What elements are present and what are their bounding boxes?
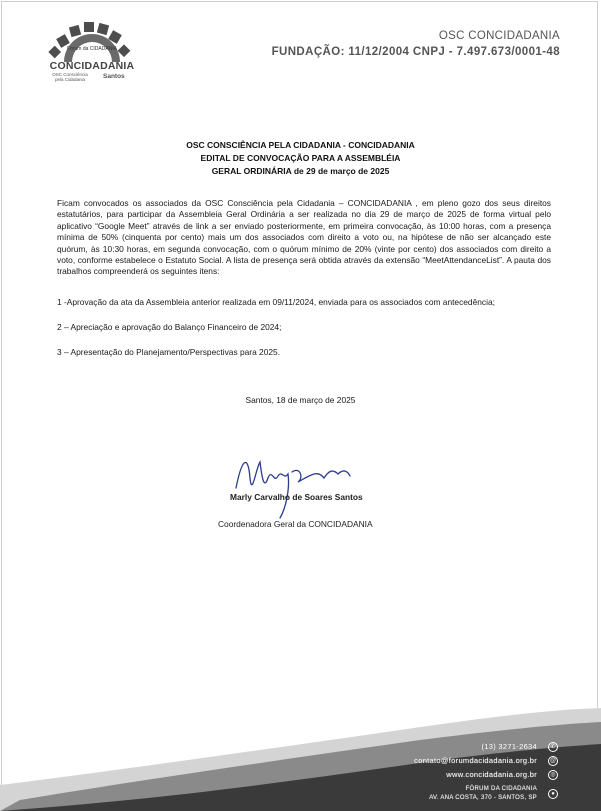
email-icon: @ — [549, 758, 557, 764]
logo-city: Santos — [103, 73, 125, 80]
org-name: OSC CONCIDADANIA — [438, 30, 560, 42]
footer-address-1: FÓRUM DA CIDADANIA — [465, 786, 537, 792]
title-line-1: OSC CONSCIÊNCIA PELA CIDADANIA - CONCIDADANIA — [186, 140, 415, 150]
title-line-3: GERAL ORDINÁRIA de 29 de março de 2025 — [211, 166, 390, 176]
handwritten-signature — [228, 448, 358, 520]
globe-icon: ◎ — [548, 770, 558, 780]
title-line-2: EDITAL DE CONVOCAÇÃO PARA A ASSEMBLÉIA — [200, 153, 401, 163]
svg-text:Fórum da CIDADANIA: Fórum da CIDADANIA — [66, 46, 118, 52]
footer-phone: (13) 3271-2634 — [481, 742, 537, 751]
agenda-item-1: 1 -Aprovação da ata da Assembleia anterior realizada em 09/11/2024, enviada para os associados com antecedência; — [57, 297, 495, 307]
logo-name: CONCIDADANIA — [49, 60, 135, 72]
phone-icon: ✆ — [548, 742, 558, 752]
location-icon: ● — [548, 789, 558, 799]
signer-role: Coordenadora Geral da CONCIDADANIA — [218, 519, 373, 529]
org-meta: FUNDAÇÃO: 11/12/2004 CNPJ - 7.497.673/0001-48 — [271, 46, 560, 58]
signer-name: Marly Carvalho de Soares Santos — [230, 492, 363, 502]
document-date: Santos, 18 de março de 2025 — [245, 395, 356, 405]
footer-address-2: AV. ANA COSTA, 370 - SANTOS, SP — [429, 795, 537, 801]
agenda-item-3: 3 – Apresentação do Planejamento/Perspectivas para 2025. — [57, 347, 281, 357]
footer-email[interactable]: contato@forumdacidadania.org.br — [414, 756, 537, 765]
logo-subtitle: OSC Consciência pela Cidadania — [52, 72, 88, 82]
convocation-paragraph: Ficam convocados os associados da OSC Consciência pela Cidadania – CONCIDADANIA , em pleno gozo dos seus direitos estatutários, para participar da Assembleia Geral Ordinária a ser realizada no dia 29 de março de 2025 de forma virtual pelo aplicativo “Google Meet” através de link a ser enviado posteriormente, em primeira convocação, às 10:00 horas, com a presença mínima de 50% (cinquenta por cento) mais um dos associados com direito a voto ou, na hipótese de não ser alcançado este quórum, às 10:30 horas, em segunda convocação, com o quórum mínimo de 20% (vinte por cento) dos associados com direito a voto, conforme estabelece o Estatuto Social. A lista de presença será obtida através da extensão “MeetAttendanceList”. A pauta dos trabalhos compreenderá os seguintes itens: — [57, 198, 551, 277]
agenda-item-2: 2 – Apreciação e aprovação do Balanço Financeiro de 2024; — [57, 322, 282, 332]
footer-website[interactable]: www.concidadania.org.br — [446, 770, 537, 779]
